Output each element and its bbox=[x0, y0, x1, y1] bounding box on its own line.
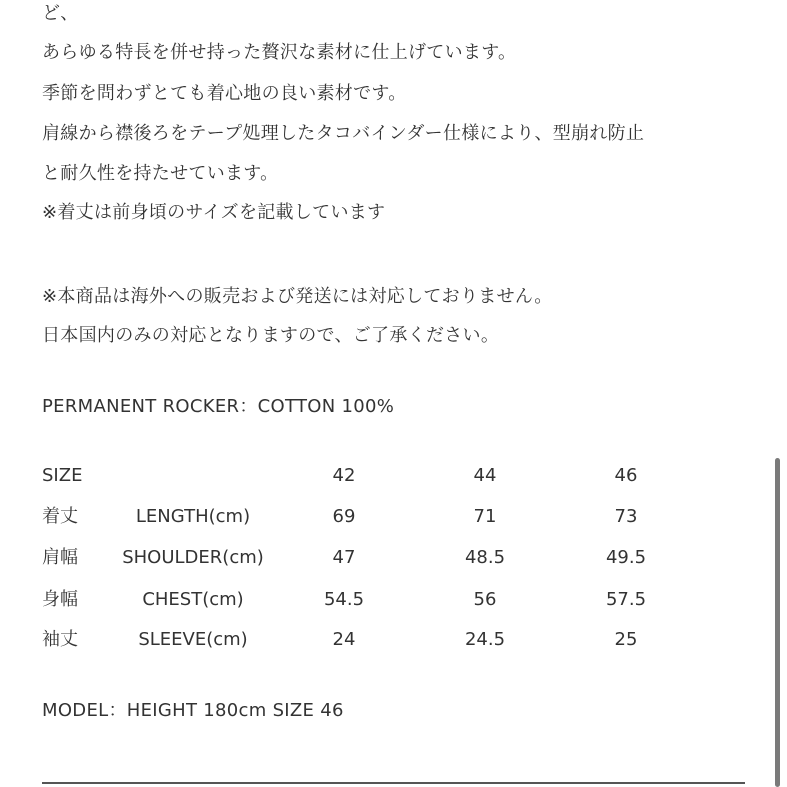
row-label-en: LENGTH(cm) bbox=[135, 506, 251, 527]
material-info: PERMANENT ROCKER：COTTON 100% bbox=[42, 396, 395, 417]
table-cell: 69 bbox=[332, 506, 356, 527]
size-header-cell: 46 bbox=[614, 465, 638, 486]
row-label-en: CHEST(cm) bbox=[142, 589, 244, 610]
table-cell: 24 bbox=[332, 629, 356, 650]
description-line: と耐久性を持たせています。 bbox=[42, 163, 279, 184]
section-divider bbox=[42, 782, 745, 784]
size-header-cell: 44 bbox=[473, 465, 497, 486]
row-label-en: SHOULDER(cm) bbox=[122, 547, 264, 568]
row-label-jp: 袖丈 bbox=[42, 629, 78, 650]
table-cell: 54.5 bbox=[323, 589, 365, 610]
table-cell: 25 bbox=[614, 629, 638, 650]
size-header-label: SIZE bbox=[42, 465, 83, 486]
shipping-notice-line: ※本商品は海外への販売および発送には対応しておりません。 bbox=[42, 286, 553, 307]
table-cell: 48.5 bbox=[464, 547, 506, 568]
description-line: 季節を問わずとても着心地の良い素材です。 bbox=[42, 83, 407, 104]
size-header-cell: 42 bbox=[332, 465, 356, 486]
row-label-jp: 身幅 bbox=[42, 589, 78, 610]
description-line: 肩線から襟後ろをテープ処理したタコバインダー仕様により、型崩れ防止 bbox=[42, 123, 645, 144]
table-cell: 57.5 bbox=[605, 589, 647, 610]
row-label-jp: 着丈 bbox=[42, 506, 78, 527]
description-line: ど、 bbox=[42, 3, 79, 24]
table-cell: 56 bbox=[473, 589, 497, 610]
size-note-line: ※着丈は前身頃のサイズを記載しています bbox=[42, 202, 386, 223]
row-label-jp: 肩幅 bbox=[42, 547, 78, 568]
shipping-notice-line: 日本国内のみの対応となりますので、ご了承ください。 bbox=[42, 325, 500, 346]
scrollbar-thumb[interactable] bbox=[775, 458, 780, 787]
table-cell: 49.5 bbox=[605, 547, 647, 568]
description-line: あらゆる特長を併せ持った贅沢な素材に仕上げています。 bbox=[42, 42, 517, 63]
table-cell: 73 bbox=[614, 506, 638, 527]
table-cell: 71 bbox=[473, 506, 497, 527]
model-info: MODEL：HEIGHT 180cm SIZE 46 bbox=[42, 700, 344, 721]
row-label-en: SLEEVE(cm) bbox=[138, 629, 248, 650]
table-cell: 24.5 bbox=[464, 629, 506, 650]
table-cell: 47 bbox=[332, 547, 356, 568]
